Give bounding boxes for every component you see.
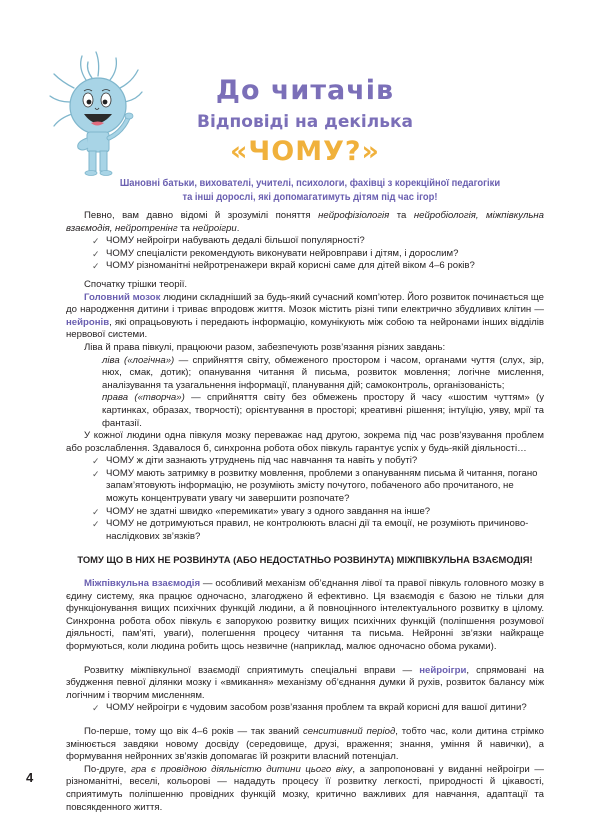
highlight-term: Головний мозок — [84, 291, 161, 303]
body-text — [66, 210, 544, 814]
page-number: 4 — [26, 770, 34, 785]
page-subtitle: Відповіді на декілька — [197, 112, 413, 132]
checkmark-icon: ✓ — [92, 519, 100, 530]
address-line-2: та інші дорослі, які допомагатимуть дітям під час ігор! — [182, 192, 438, 203]
highlight-term: нейронів — [66, 316, 110, 328]
intro-question-list — [66, 235, 544, 273]
hemispheres-paragraph: Ліва й права півкулі, працюючи разом, забезпечують розв’язання різних завдань: — [84, 341, 446, 353]
checkmark-icon: ✓ — [92, 703, 100, 714]
list-item: ✓ ЧОМУ нейроігри набувають дедалі більшої популярності? — [92, 235, 365, 247]
page-title: До читачів — [215, 75, 395, 106]
hemispheres-list — [66, 355, 544, 431]
list-item: ✓ ЧОМУ різноманітні нейротренажери вкрай корисні саме для дітей віком 4–6 років? — [92, 260, 475, 272]
checkmark-icon: ✓ — [92, 236, 100, 247]
neurogames-question-list — [66, 702, 544, 715]
right-hemisphere-item: права («творча») — сприйняття світу без обмежень простору й часу «шостим чуттям» (у картинках, образах, творчості); орієнтування в просторі; креативні рішення; інтуїцію, уяву, мрії та фантазії. — [102, 392, 544, 429]
interaction-paragraph: Міжпівкульна взаємодія — особливий механізм об’єднання лівої та правої півкуль головного мозку в єдину систему, яка працює одночасно, злагоджено й ефективно. Ця взаємодія є базою не тільки для функціонування вищих психічних функцій людини, а й повноцінного інтелектуального розвитку в цілому. Синхронна робота обох півкуль є запорукою розвитку вищих психічних функцій (поліпшення розумової діяльності, пам’яті, уваги), полегшення процесу читання та письма. Нейронні зв’язки найкраще формуються, коли людина робить щось незвичне (наприклад, малює одночасно обома руками). — [66, 578, 544, 652]
reader-address — [117, 177, 503, 205]
list-item: ✓ ЧОМУ мають затримку в розвитку мовлення, проблеми з опануванням письма й читання, погано запам’ятовують інформацію, не розуміють змісту почутого, побаченого або прочитаного, не можуть концентрувати увагу чи завершити розпочате? — [92, 467, 538, 505]
answer-statement: ТОМУ ЩО В НИХ НЕ РОЗВИНУТА (АБО НЕДОСТАТНЬО РОЗВИНУТА) МІЖПІВКУЛЬНА ВЗАЄМОДІЯ! — [77, 554, 533, 566]
list-item: ✓ ЧОМУ не дотримуються правил, не контролюють власні дії та емоції, не розуміють причиново-наслідкових зв’язків? — [92, 518, 529, 542]
neurogames-paragraph: Розвитку міжпівкульної взаємодії сприятимуть спеціальні вправи — нейроігри, спрямовані на збудження певної ділянки мозку і «вмикання» механізму об’єднання думки й рухів, розвиток балансу між логічним і творчим мисленням. — [66, 664, 544, 701]
checkmark-icon: ✓ — [92, 506, 100, 517]
list-item: ✓ ЧОМУ ж діти зазнають утруднень під час навчання та навіть у побуті? — [92, 455, 418, 467]
address-line-1: Шановні батьки, вихователі, учителі, психологи, фахівці з корекційної педагогіки — [119, 178, 501, 189]
dominance-paragraph: У кожної людини одна півкуля мозку переважає над другою, зокрема під час розв’язування проблем або розслаблення. Здавалося б, синхронна робота обох півкуль гарантує успіх у будь-якій діяльності… — [66, 430, 544, 454]
list-item: ✓ ЧОМУ не здатні швидко «перемикати» увагу з одного завдання на інше? — [92, 505, 431, 517]
intro-paragraph: Певно, вам давно відомі й зрозумілі поняття нейрофізіологія та нейробіологія, міжпівкульна взаємодія, нейротренінг та нейроігри. — [66, 210, 545, 234]
checkmark-icon: ✓ — [92, 248, 100, 259]
problems-question-list — [66, 455, 544, 543]
checkmark-icon: ✓ — [92, 468, 100, 479]
checkmark-icon: ✓ — [92, 456, 100, 467]
checkmark-icon: ✓ — [92, 261, 100, 272]
brain-paragraph: Головний мозок людини складніший за будь-який сучасний комп’ютер. Його розвиток починається ще до народження дитини і триває впродовж життя. Мозок містить різні типи електрично збудливих клітин — нейронів, які опрацьовують і передають інформацію, комунікують між собою та нейронами інших відділів нервової системи. — [66, 291, 544, 341]
theory-heading: Спочатку трішки теорії. — [84, 278, 188, 290]
list-item: ✓ ЧОМУ спеціалісти рекомендують виконувати нейровправи і дітям, і дорослим? — [92, 247, 459, 259]
highlight-term: нейроігри — [419, 664, 467, 676]
title-block — [170, 74, 440, 168]
neuron-mascot-icon — [48, 48, 148, 178]
second-reason-paragraph: По-друге, гра є провідною діяльністю дитини цього віку, а запропоновані у виданні нейроігри — різноманітні, веселі, кольорові — нададуть процесу її розвитку легкості, природності й цікавості, сприятимуть поліпшенню провідних функцій мозку, критично важливих для навчання, адаптації та повсякденного життя. — [66, 763, 544, 813]
left-hemisphere-item: ліва («логічна») — сприйняття світу, обмеженого простором і часом, органами чуття (слух, зір, нюх, смак, дотик); опанування читання й письма, розвиток мовлення; логічне мислення, аналізування та узагальнення інформації, планування дій; самоконтроль, організованість; — [102, 354, 544, 391]
first-reason-paragraph: По-перше, тому що вік 4–6 років — так званий сенситивний період, тобто час, коли дитина стрімко змінюється завдяки новому досвіду (середовище, друзі, враження; знання, уміння й навички), а формування нейронних зв’язків допомагає їй розкрити власний потенціал. — [66, 725, 545, 763]
highlight-term: Міжпівкульна взаємодія — [84, 578, 201, 590]
list-item: ✓ ЧОМУ нейроігри є чудовим засобом розв’язання проблем та вкрай корисні для вашої дитини? — [92, 702, 527, 714]
page-title-why: «ЧОМУ?» — [229, 136, 380, 167]
